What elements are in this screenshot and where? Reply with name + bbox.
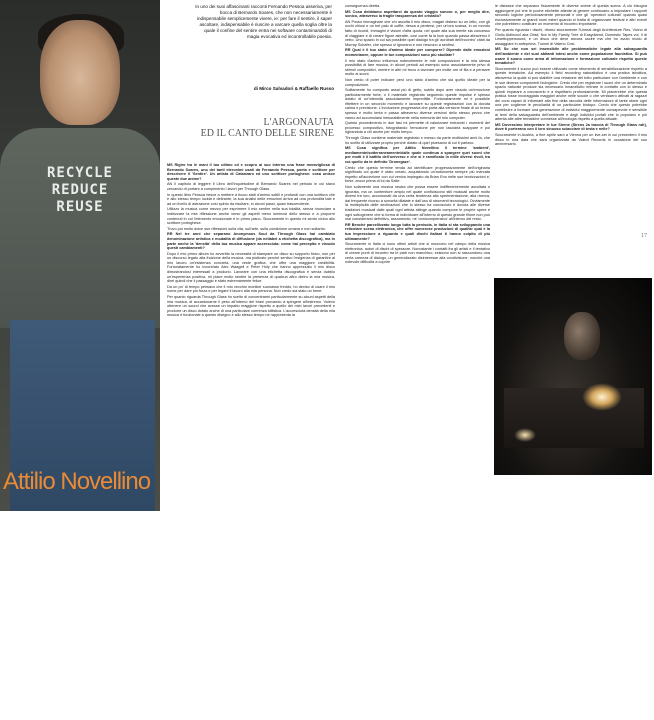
- shirt-shape: [0, 128, 160, 328]
- page-number: 17: [641, 233, 647, 239]
- answer-paragraph: In questo libro Pessoa riesce a mettere a fuoco stati d'animo sottili e profondi con una scrittura che è allo stesso tempo lucida e delirante, la sua analisi delle emozioni arriva ad una profondità tale e ad un livello di astrazione così spinto da risultare, in alcuni passi, quasi trascendente.: [167, 192, 335, 206]
- answer-paragraph: Through Glass contiene materiale registrato e messo da parte moltissimi anni fa, che ho scelto di utilizzare proprio perché dotato di quei pluesanio di cui ti parlavo.: [345, 136, 490, 145]
- answer-paragraph: Dopo il mio primo album ho avvertito la necessità di stampare un disco su supporto fisico, non per un discorso legato alla fruizione della musica, ma piuttosto perché sentivo l'esigenza di garantire al mio lavoro un'esistenza concreta, una veste grafica, che offre una maggiore credibilità. Fortunatamente ho incontrato Alec Waagell e Peter Holy che hanno apprezzato il mio disco dimostrandosi interessati a produrlo. Lavorare con una etichetta discografica è senza dubbio un'esperienza positiva, mi piace molto sentire la presenza di qualcun altro dietro la mia musica, direi quindi che il passaggio è stato estremamente felice.: [167, 251, 335, 284]
- answer-paragraph: Questo procedimento in due fasi mi permette di valorizzare entrambi i momenti del processo compositivo, fotografando l'emozione per non lasciarla scappare e poi rigirandola a chi anche per molto tempo.: [345, 121, 490, 135]
- answer-paragraph: Trovo poi molto dolce sue riflessioni sulla vita, sull'arte, sulla condizione umana e non soltanto.: [167, 226, 326, 231]
- intro-paragraph: In uno dei suoi affascinanti racconti Fernando Pessoa asseriva, per bocca di Bernardo Soares, che non necessariamente è indispensabile semplicemente vivere, ie: per fare il sentire, il saper ascoltare, indispensabile è riuscire a varcare quella soglia oltre la quale il confine del sentire entra nei software contaminandoli di magia evocativa ed incontrollabile poesia.: [195, 4, 332, 39]
- live-performance-photo: [494, 278, 652, 475]
- byline: di Mirco Salvadori & Raffaello Russo: [253, 86, 334, 91]
- tshirt-print: [20, 165, 140, 216]
- answer-paragraph: Sicuramente il suono può essere utilizzato come strumento di sensibilizzazione rispetto a queste tematiche. Ad esempio il field recording naturalistico è una pratica istruttiva, attraverso la quale si può stabilire una relazione del tutto particolare con l'ambiente e con le sue diverse componenti biologiche. Credo che per registrare i suoni che un determinato spazio naturale produce sia necessario innanzitutto entrare in contatto con lo stesso e quindi imparare a conoscerlo e a rispettarlo profondamente. Mi piacerebbe che questa pratica fosse incoraggiata maggiori anche nelle scuole o che venissero attivati ai ragazzi dei corsi capaci di informarli alla fine della raccolta delle informazioni di tante storie ogni una per coglierne le peculiarità di un particolare biotopo. Credo che questo potrebbe contribuire a formare una generazione di individui maggiormente consapevole e sensibile ai temi della salvaguardia dell'ambiente e degli individui portati che lo popolano e più attenta alle altre tematiche connesse all'ecologia rispetto a quella attuale.: [495, 66, 647, 122]
- answer-paragraph: Non credo di poter indicare però uno stato d'animo che sia quello ideale per la composizione.: [345, 77, 490, 87]
- portrait-photo: [0, 0, 160, 511]
- question-paragraph: MS Cosa significa per Attilio Novellino il termine 'ambient', mediamente/sotterraneamente/dalle quale continua a spargere quei suoni che per molti è il battito dell'universo e che sì è ramificato in mille diversi rivoli, tra cui quello da te definito 'Dronegaze'.: [345, 146, 490, 164]
- answer-paragraph: Da un po' di tempo pensavo che il mio vecchio moniker suonasse freddo, ho deciso di usare il mio nome per dare più forza e per legare il lavoro alla mia persona. Non credo sia stato un bene.: [167, 284, 335, 294]
- answer-paragraph: Il mio stato d'animo influenza notevolmente le mie composizioni e la mia stessa possibilità di fare musica, in alcuni periodi ad esempio sono assolutamente privo di stimoli compositivi, mentre in altri mi trovo a lavorare per molte ore di fila e a pensare molto ai suoni.: [345, 58, 490, 77]
- article-title: [164, 117, 334, 139]
- tee-line: REDUCE: [51, 182, 109, 198]
- question-paragraph: MS Dovessimo interpretare le tue Sirene (Sirens 2a traccia di Through Glass ndr), dove ti porterano con il loro sinuoso sciacciare di testa e nelle?: [495, 122, 647, 132]
- answer-paragraph: Utilizzo la musica come mezzo per esprimere il mio sentire nella sua totalità, senza rinunciare a indirizzare la mia riflessione anche verso gli aspetti meno luminosi dello stesso e a proporre contenuti in cui l'elemento emozionale è in primo piano. Sicuramente in questo mi sento vicino allo scrittore portoghese.: [167, 207, 335, 226]
- title-line: L'ARGONAUTA: [263, 117, 334, 128]
- tee-line: REUSE: [56, 199, 104, 215]
- question-paragraph: RR Nel tre anni che separano Anonymous Soul da Through Glass hai cambiato denominazione artistica e modalità di diffusione (da netlabel a etichetta discografica), ma in parte anche la 'densità' della tua musica appare accresciuta: come hai percepito e vissuto questi cambiamenti?: [167, 232, 335, 251]
- lamp-glow: [582, 383, 622, 411]
- answer-paragraph: Per quanto riguarda i dischi, ritorno sicuramente l'Unreal degli Architecture Res, Vicino di Giulio Aldinucci aka Obsil, Not in My Family Tree di Easydiamd, Domestic Tapes vol. Il di Lesettuppersound, e un disco che deve ancora uscire ma che ho avuto modo di assaggiare in anteprima, Tunnel di Valerio Cosi.: [495, 27, 647, 46]
- answer-paragraph: AN Il capitolo di leggere Il Libro dell'Inquietudine di Bernardo Soares nel periodo in cui stavo cercando di portare a compimento i lavori per Through Glass.: [167, 182, 335, 191]
- text-column-1: [167, 163, 335, 319]
- question-paragraph: RR Qual è il tuo stato d'animo ideale per comporre? Dipende dalle emozioni momentanee, oppure le tue composizioni sono più studiate?: [345, 48, 490, 57]
- answer-paragraph: Per quanto riguarda Through Glass ho scelto di concentrarmi particolarmente su alcuni aspetti della mia musica, di accantonarne il peso all'interno dei brani provando a spingere all'estremo. Volevo ottenere un sound che avesse un impatto maggiore rispetto a quello dei miei lavori precedenti e produrre un disco dotato anche di una particolare coerenza stilistica. L'accresciuta densità della mia musica è funzionale a questo disegno e allo stesso tempo ne rappresenta la: [167, 295, 335, 318]
- text-column-2: [345, 4, 490, 266]
- answer-paragraph: Non solamente una musica neutra che possa essere indifferentemente ascoltata o ignorata, ma un contenitore ampio nel quale confluiscono stili musicali anche molto diversi tra loro, accomunati da una certa tendenza alla sperimentazione, alla ricerca, dal frequente ricorso a sonorità dilatate e dall'uso di strumenti tecnologici. Ovviamente la molteplicità delle declinazioni che lo stesso ha conosciuto è dovuta alle diverse tradizioni musicali dalle quali ogni artista attinge quando compone le proprie opere e ogni sottogenere che si forma di individuare all'interno di questo grande filone non può mai considerarsi definitivo, assumendo, né 'onnicomprensivo' all'interno del resto.: [345, 184, 490, 222]
- performer-face-shape: [564, 312, 600, 360]
- question-paragraph: MS Cosa debbiamo aspettarci da questo viaggio sonoro o, per meglio dire, sonico, attraverso la fragile trasparenza del cristallo?: [345, 9, 490, 19]
- question-paragraph: MS Rigiro tra le mani il tuo ultimo cd e scopro al suo interno una frase meravigliosa di Bernardo Soares, uno dei tanti eteronimi usati da Fernando Pessoa, poeta e scrittore per descrivere il 'Sentire'. Un artista di Catanzaro ed uno scrittore portoghese: cosa unisce queste due anime?: [167, 163, 335, 181]
- tee-line: RECYCLE: [46, 165, 113, 181]
- title-line: ED IL CANTO DELLE SIRENE: [200, 128, 334, 139]
- photo-caption: Attilio Novellino: [3, 468, 151, 495]
- answer-paragraph: Solitamente ho composto assai più di getto, subito dopo aver vissuto un'emozione particolarmente forte, o il materiale registrato seguendo queste impulse è spesso dotato di un'intensità assolutamente impreditile. Fortunatamente mi è possibile riflettere in un secondo momento e lavorare su queste registrazioni con la dovuta calma e precisione. L'evoluzione progressiva che porta alla versione finale di un brano spesso è molto lenta e passa attraverso diverse versioni dello stesso pezzo che vanno ad accumularsi inesorabilmente nella memoria del mio computer.: [345, 88, 490, 120]
- answer-paragraph: Credo che questo termine tenda ad identificare progressivamente dell'originaria significato col quale è stato creato, acquistando un'autonomia sempre più marcata rispetto all'accezione con cui veniva impiegato da Brian Eno nelle sue teorizzazioni e, forse, ancor prima di lui da Satie.: [345, 165, 490, 184]
- answer-paragraph: AN Posso immaginare che chi ascolta il mio disco, magari disteso su un letto, con gli occhi chiusi e un bel paio di cuffie, riesca a perdersi, per un'ora scarsa, in un mondo fatto di ricordi, immagini e visioni d'alta quota, nel quale alla sua mente sia concesso di viaggiare e di creare figure astratte, così come fa la luce quando passa attraverso il vetro. Uno spazio in cui sia possibile quel dialogo tra gli 'acrobati dell'incontro' citati da Murray Schafer, che spesso si ignorano e non riescono a sentirsi.: [345, 19, 490, 47]
- lamp-glow: [514, 428, 536, 442]
- answer-paragraph: Sicuramente in Austria, a fine aprile sarò a Vienna per un live-set in cui presenterò il mio disco in una data che sarà organizzata da Valeot Records in occasione del suo anniversario.: [495, 133, 647, 147]
- answer-paragraph: conseguenza diretta.: [345, 4, 381, 8]
- head-shape: [40, 20, 120, 125]
- question-paragraph: MS So che non sei insensibile alle problematiche legate alla salvaguardia dell'ambiente e del suoi abitanti intesi anche come popolazione faunistica. Si può usare il suono come arma di informazione e formazione culturale rispetto queste tematiche?: [495, 47, 647, 66]
- answer-paragraph: le distanze che separano fisicamente le diverse anime di questa scena. A ciò bisogna aggiungere poi che le poche etichette attente al genere continuano a impostare i rapporti secondo logiche pericolosamente personali e che gli 'operatori culturali' quando quasi esclusivamente ai grandi nomi esteri quando si tratta di organizzare festival e altri eventi che potrebbero costituire un momento di incontro importante.: [495, 4, 647, 27]
- text-column-3: [495, 4, 647, 148]
- question-paragraph: RR Benché parcellizzato lungo tutta la penisola, in Italia si sta sviluppando una reticolare scena elettronica, che offre numerose produzioni di qualità: qual è la tua impressione a riguardo e quali dischi italiani ti hanno colpito di più ultimamente?: [345, 222, 490, 241]
- answer-paragraph: Sicuramente in Italia ci sono ottimi artisti che si muovono nel campo della musica elettronica, autori di dischi di spessore. Nonostante i contatti fra gli artisti e il tentativo di creare punti di incontro tra le parti non manchino, esistono non si nascondono una certa carenza di dialogo, un generalizzato disinteresse alla condivisione, nonché una notevole difficoltà a coprire: [345, 242, 490, 265]
